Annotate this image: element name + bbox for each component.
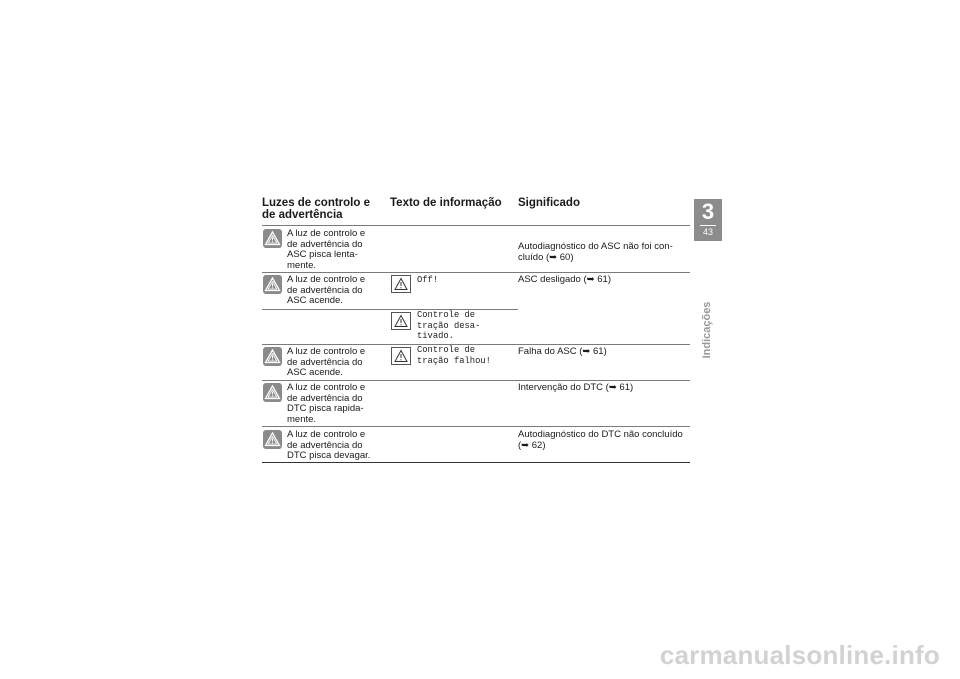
display-message: Off!	[417, 275, 439, 285]
meaning-text: Falha do ASC (➥ 61)	[518, 346, 607, 357]
meaning-text: Autodiagnóstico do ASC não foi con- cluído (➥ 60)	[518, 241, 673, 263]
chapter-tab-divider	[700, 225, 716, 226]
meaning-text: ASC desligado (➥ 61)	[518, 274, 611, 285]
watermark: carmanualsonline.info	[659, 640, 940, 670]
indicator-description: A luz de controlo e de advertência do ASC pisca lenta- mente.	[287, 228, 366, 271]
warning-triangle-outline-icon	[391, 312, 411, 330]
row-separator	[262, 225, 690, 226]
indicator-description: A luz de controlo e de advertência do DTC pisca rapida- mente.	[287, 382, 366, 425]
display-message: Controle de tração falhou!	[417, 345, 491, 366]
page-number: 43	[702, 227, 713, 237]
warning-triangle-icon	[263, 430, 282, 449]
display-message: Controle de tração desa- tivado.	[417, 310, 481, 341]
warning-triangle-outline-icon	[391, 275, 411, 293]
chapter-number: 3	[701, 199, 715, 224]
warning-triangle-icon	[263, 275, 282, 294]
warning-triangle-icon	[263, 229, 282, 248]
table-bottom-rule	[262, 462, 690, 463]
indicator-description: A luz de controlo e de advertência do ASC acende.	[287, 274, 366, 306]
section-label	[700, 300, 714, 360]
warning-triangle-icon	[263, 383, 282, 402]
indicator-description: A luz de controlo e de advertência do ASC acende.	[287, 346, 366, 378]
indicator-description: A luz de controlo e de advertência do DTC pisca devagar.	[287, 429, 371, 461]
header-meaning: Significado	[518, 197, 580, 209]
warning-triangle-outline-icon	[391, 347, 411, 365]
section-title: Indicações	[701, 301, 713, 359]
meaning-text: Autodiagnóstico do DTC não concluído (➥ 62)	[518, 429, 683, 451]
row-separator	[262, 426, 690, 427]
header-indicator-lights: Luzes de controlo e de advertência	[262, 197, 370, 221]
meaning-text: Intervenção do DTC (➥ 61)	[518, 382, 634, 393]
header-info-text: Texto de informação	[390, 197, 502, 209]
row-separator	[262, 380, 690, 381]
warning-triangle-icon	[263, 347, 282, 366]
row-separator	[262, 272, 690, 273]
chapter-tab	[694, 199, 722, 241]
